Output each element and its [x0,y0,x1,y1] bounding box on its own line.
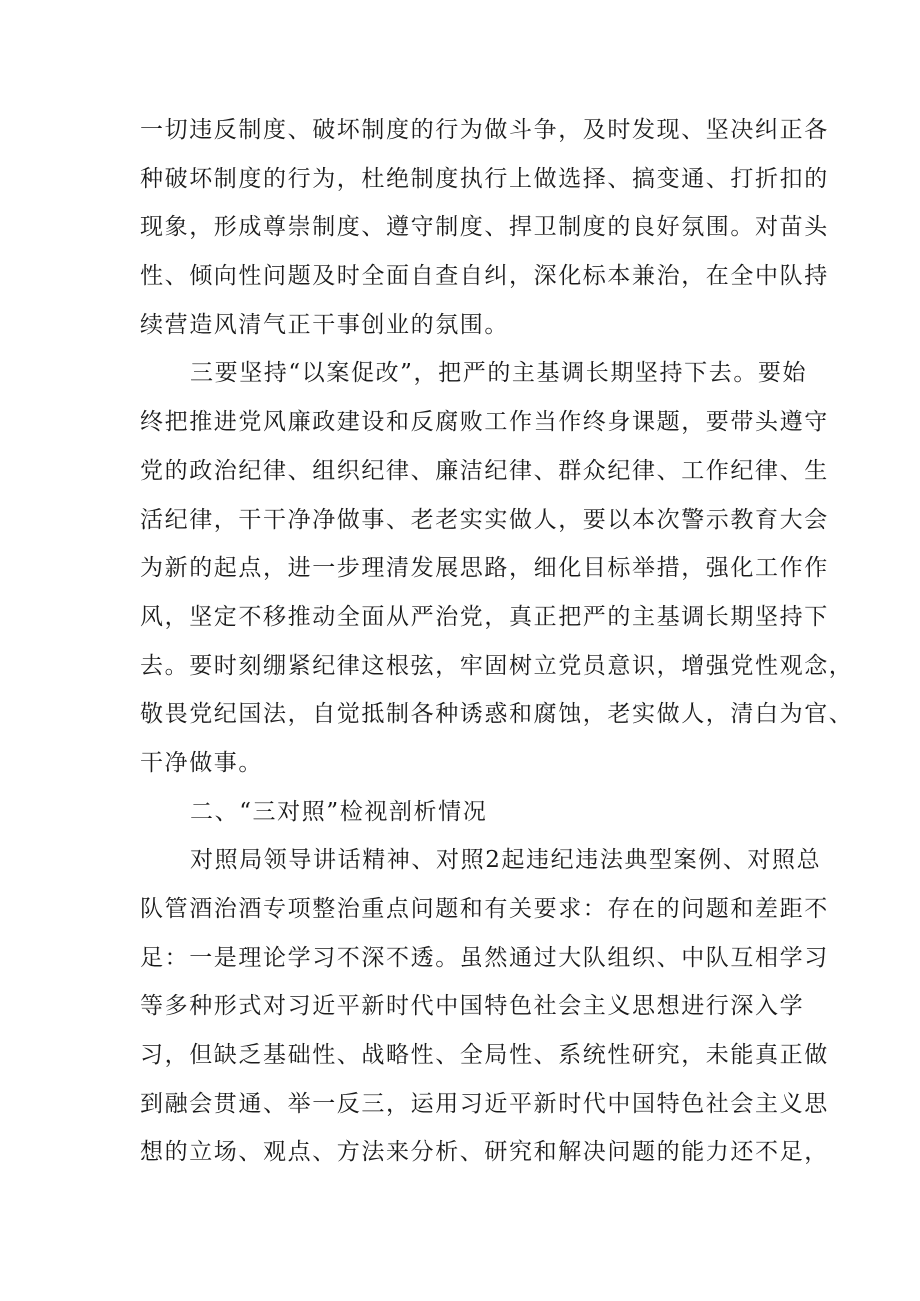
text-line: 到融会贯通、举一反三，运用习近平新时代中国特色社会主义思 [140,1090,829,1117]
paragraph-2 [140,349,854,787]
document-body [140,106,854,1177]
section-heading: 二、“三对照”检视剖析情况 [190,798,488,825]
text-line: 种破坏制度的行为，杜绝制度执行上做选择、搞变通、打折扣的 [140,165,829,192]
text-line: 现象，形成尊崇制度、遵守制度、捍卫制度的良好氛围。对苗头 [140,214,829,241]
text-line: 想的立场、观点、方法来分析、研究和解决问题的能力还不足， [140,1139,829,1166]
paragraph-3 [140,836,829,1177]
text-line: 性、倾向性问题及时全面自查自纠，深化标本兼治，在全中队持 [140,263,829,290]
text-line: 为新的起点，进一步理清发展思路，细化目标举措，强化工作作 [140,555,829,582]
text-line: 敬畏党纪国法，自觉抵制各种诱惑和腐蚀，老实做人，清白为官、 [140,701,854,728]
text-line: 习，但缺乏基础性、战略性、全局性、系统性研究，未能真正做 [140,1042,829,1069]
text-line: 对照局领导讲话精神、对照2起违纪违法典型案例、对照总 [190,847,822,874]
text-line: 终把推进党风廉政建设和反腐败工作当作终身课题，要带头遵守 [140,409,829,436]
paragraph-1 [140,106,829,349]
text-line: 三要坚持“以案促改”，把严的主基调长期坚持下去。要始 [190,360,808,387]
text-line: 去。要时刻绷紧纪律这根弦，牢固树立党员意识，增强党性观念， [140,652,854,679]
text-line: 活纪律，干干净净做事、老老实实做人，要以本次警示教育大会 [140,506,829,533]
text-line: 续营造风清气正干事创业的氛围。 [140,311,509,338]
text-line: 等多种形式对习近平新时代中国特色社会主义思想进行深入学 [140,993,805,1020]
text-line: 队管酒治酒专项整治重点问题和有关要求：存在的问题和差距不 [140,896,829,922]
text-line: 党的政治纪律、组织纪律、廉洁纪律、群众纪律、工作纪律、生 [140,457,829,484]
text-line: 干净做事。 [140,749,263,776]
text-line: 风，坚定不移推动全面从严治党，真正把严的主基调长期坚持下 [140,603,829,630]
text-line: 一切违反制度、破坏制度的行为做斗争，及时发现、坚决纠正各 [140,117,829,143]
text-line: 足：一是理论学习不深不透。虽然通过大队组织、中队互相学习 [140,944,829,971]
